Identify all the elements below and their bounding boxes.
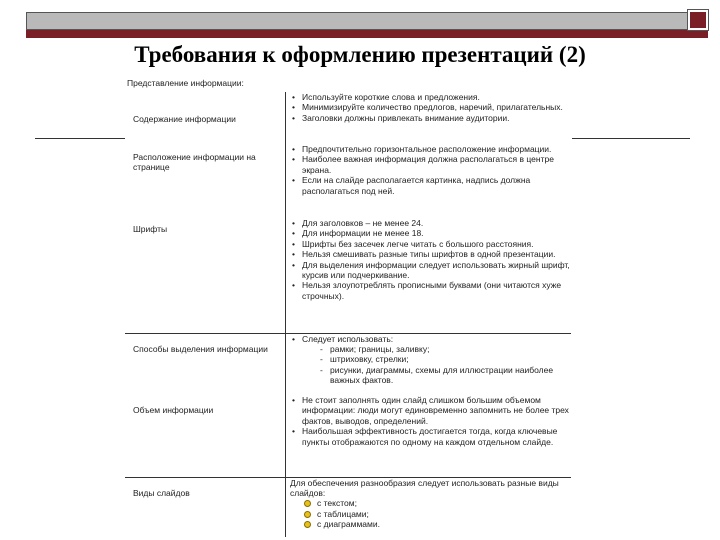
list-item: • Для выделения информации следует использовать жирный шрифт, курсив или подчеркивание. (292, 259, 570, 281)
list-item: • Предпочтительно горизонтальное расположение информации. (292, 144, 552, 154)
yellow-bullet-icon (304, 521, 311, 528)
list-item: - рамки; границы, заливку; (320, 343, 430, 354)
yellow-bullet-icon (304, 511, 311, 518)
category-label: Виды слайдов (133, 487, 190, 498)
category-cell (125, 92, 286, 144)
item-text: Минимизируйте количество предлогов, наречий, прилагательных. (302, 102, 563, 113)
list-item: • Нельзя злоупотреблять прописными буквами (они читаются хуже строчных). (292, 280, 562, 301)
list-item: • Не стоит заполнять один слайд слишком большим объемом информации: люди могут единовременно запомнить не более трех фактов, выводов, определений. (292, 395, 569, 426)
items-cell (286, 218, 572, 333)
list-item: • Следует использовать: (292, 333, 394, 344)
right-divider-line (572, 138, 690, 139)
list-item: • Если на слайде располагается картинка, надпись должна располагаться под ней. (292, 175, 531, 196)
category-cell (125, 477, 286, 537)
list-item (290, 519, 571, 529)
item-text: Используйте короткие слова и предложения. (302, 92, 480, 102)
items-cell (286, 477, 572, 537)
item-text: с текстом; (317, 498, 357, 509)
list-item: • Нельзя смешивать разные типы шрифтов в одной презентации. (292, 249, 556, 260)
category-label: Способы выделения информации (133, 343, 268, 354)
category-label: Шрифты (133, 224, 168, 234)
item-text: Для выделения информации следует использовать жирный шрифт, курсив или подчеркивание. (302, 259, 570, 281)
requirements-table (125, 92, 571, 537)
item-text: Предпочтительно горизонтальное расположение информации. (302, 144, 552, 154)
item-text: Шрифты без засечек легче читать с большого расстояния. (302, 238, 534, 249)
list-item: • Шрифты без засечек легче читать с большого расстояния. (292, 238, 534, 249)
table-row (125, 218, 571, 333)
list-item: • Используйте короткие слова и предложения. (292, 92, 480, 102)
items-cell (286, 333, 572, 395)
table-row (125, 333, 571, 395)
item-text: Наибольшая эффективность достигается тогда, когда ключевые пункты отображаются по одному на каждом отдельном слайде. (302, 426, 558, 447)
item-text: Заголовки должны привлекать внимание аудитории. (302, 112, 510, 123)
item-text: штриховку, стрелки; (330, 354, 409, 365)
item-text: Для информации не менее 18. (302, 228, 424, 239)
table-row (125, 395, 571, 477)
table-row (125, 477, 571, 537)
list-item (290, 509, 571, 519)
items-cell (286, 92, 572, 144)
yellow-bullet-icon (304, 500, 311, 507)
category-cell (125, 395, 286, 477)
table-row (125, 144, 571, 218)
left-divider-line (35, 138, 125, 139)
category-label: Расположение информации на странице (133, 152, 256, 173)
list-item: - рисунки, диаграммы, схемы для иллюстрации наиболее важных фактов. (320, 364, 554, 386)
list-item: • Для информации не менее 18. (292, 228, 424, 239)
category-cell (125, 218, 286, 333)
item-text: Если на слайде располагается картинка, надпись должна располагаться под ней. (302, 175, 531, 196)
list-item (290, 478, 571, 499)
item-text: рамки; границы, заливку; (330, 343, 430, 354)
slide-top-bar (26, 12, 708, 30)
item-text: с диаграммами. (317, 519, 380, 530)
list-item: • Минимизируйте количество предлогов, наречий, прилагательных. (292, 102, 563, 113)
list-item: • Заголовки должны привлекать внимание аудитории. (292, 112, 510, 123)
doc-heading: Представление информации: (127, 78, 244, 88)
slide-top-accent (26, 30, 708, 38)
item-text: Не стоит заполнять один слайд слишком большим объемом информации: люди могут единовременно запомнить не более трех фактов, выводов, определений. (302, 395, 569, 426)
item-text: Для обеспечения разнообразия следует использовать разные виды слайдов: (290, 477, 559, 498)
item-text: с таблицами; (317, 508, 369, 519)
item-text: Нельзя злоупотреблять прописными буквами (они читаются хуже строчных). (302, 280, 562, 301)
item-text: Для заголовков – не менее 24. (302, 218, 424, 228)
item-text: Следует использовать: (302, 333, 394, 344)
table-row (125, 92, 571, 144)
item-text: Наиболее важная информация должна располагаться в центре экрана. (302, 154, 554, 175)
category-cell (125, 144, 286, 218)
document-image (125, 78, 572, 537)
items-cell (286, 144, 572, 218)
list-item: • Наибольшая эффективность достигается тогда, когда ключевые пункты отображаются по одному на каждом отдельном слайде. (292, 426, 558, 447)
list-item: - штриховку, стрелки; (320, 354, 409, 365)
slide-corner-square (688, 10, 708, 30)
list-item: • Наиболее важная информация должна располагаться в центре экрана. (292, 154, 554, 175)
item-text: рисунки, диаграммы, схемы для иллюстрации наиболее важных фактов. (330, 364, 554, 386)
slide-title: Требования к оформлению презентаций (2) (134, 42, 586, 67)
list-item (290, 498, 571, 508)
category-cell (125, 333, 286, 395)
category-label: Содержание информации (133, 114, 236, 124)
item-text: Нельзя смешивать разные типы шрифтов в одной презентации. (302, 249, 556, 260)
category-label: Объем информации (133, 405, 214, 415)
items-cell (286, 395, 572, 477)
list-item: • Для заголовков – не менее 24. (292, 218, 424, 228)
